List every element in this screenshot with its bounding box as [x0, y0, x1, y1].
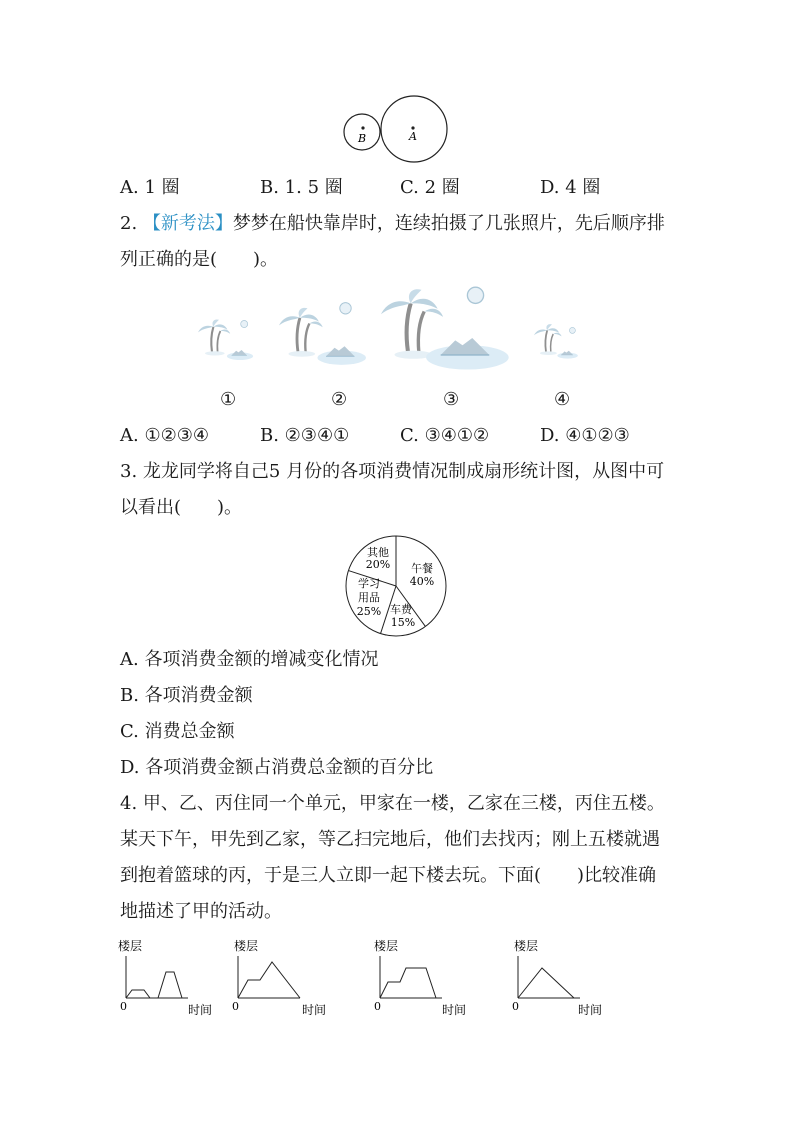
label-b: B: [358, 132, 367, 145]
graph-d-line: [518, 968, 574, 998]
q1-option-d[interactable]: D. 4 圈: [540, 177, 601, 198]
pie-label-study-name2: 用品: [358, 591, 380, 604]
q2-option-a[interactable]: A. ①②③④: [120, 425, 209, 446]
photo-2: [279, 303, 366, 365]
graph-a-line: [126, 972, 182, 998]
q2-photos-figure: [190, 280, 610, 385]
q3-option-b[interactable]: B. 各项消费金额: [120, 685, 253, 706]
pie-label-study-pct: 25%: [356, 605, 382, 618]
q4-line3: 到抱着篮球的丙，于是三人立即一起下楼去玩。下面( )比较准确: [120, 865, 657, 886]
graph-b-xlabel: 时间: [302, 1003, 327, 1017]
photo-3: [381, 287, 509, 369]
graph-b-origin: 0: [232, 1000, 239, 1013]
pie-label-lunch-name: 午餐: [411, 562, 433, 575]
q2-option-d[interactable]: D. ④①②③: [540, 425, 630, 446]
pie-chart: [340, 530, 452, 642]
q2-line2: 列正确的是( )。: [120, 249, 279, 270]
photo-1: [198, 319, 253, 360]
graph-c-xlabel: 时间: [442, 1003, 467, 1017]
graph-a-ylabel: 楼层: [118, 939, 143, 953]
graph-c-origin: 0: [374, 1000, 381, 1013]
photo-label-3: ③: [443, 389, 460, 410]
photo-label-1: ①: [220, 389, 237, 410]
q1-option-b[interactable]: B. 1. 5 圈: [260, 177, 343, 198]
q3-option-c[interactable]: C. 消费总金额: [120, 721, 235, 742]
graph-a: [118, 938, 212, 1017]
q3-line2: 以看出( )。: [120, 497, 243, 518]
pie-label-lunch-pct: 40%: [409, 575, 435, 588]
q4-line1: 4. 甲、乙、丙住同一个单元，甲家在一楼，乙家在三楼，丙住五楼。: [120, 793, 665, 814]
q2-text1: 梦梦在船快靠岸时，连续拍摄了几张照片，先后顺序排: [232, 213, 665, 234]
photo-label-2: ②: [331, 389, 348, 410]
graph-a-origin: 0: [120, 1000, 127, 1013]
q4-graphs-figure: [112, 934, 632, 1024]
photo-label-4: ④: [554, 389, 571, 410]
graph-c-line: [380, 968, 436, 998]
graph-b: [232, 938, 326, 1017]
q2-number: 2.: [120, 213, 138, 234]
graph-d-origin: 0: [512, 1000, 519, 1013]
label-a: A: [409, 130, 417, 143]
q4-line2: 某天下午，甲先到乙家，等乙扫完地后，他们去找丙；刚上五楼就遇: [120, 829, 660, 850]
q2-option-b[interactable]: B. ②③④①: [260, 425, 350, 446]
q3-line1: 3. 龙龙同学将自己5 月份的各项消费情况制成扇形统计图，从图中可: [120, 461, 665, 482]
pie-label-study-name1: 学习: [358, 577, 380, 590]
q1-circles-figure: [340, 90, 460, 170]
q2-tag: 【新考法】: [142, 213, 233, 234]
graph-d: [512, 938, 602, 1017]
q1-option-c[interactable]: C. 2 圈: [400, 177, 460, 198]
graph-b-line: [238, 962, 300, 998]
q3-option-a[interactable]: A. 各项消费金额的增减变化情况: [120, 649, 379, 670]
pie-label-other-name: 其他: [367, 546, 389, 559]
photo-4: [534, 324, 578, 359]
q4-line4: 地描述了甲的活动。: [120, 901, 282, 922]
q3-option-d[interactable]: D. 各项消费金额占消费总金额的百分比: [120, 757, 434, 778]
center-dot-b: [361, 126, 364, 129]
graph-d-xlabel: 时间: [578, 1003, 603, 1017]
graph-d-ylabel: 楼层: [514, 939, 539, 953]
q2-line1: [120, 212, 665, 236]
graph-b-ylabel: 楼层: [234, 939, 259, 953]
pie-label-fare-pct: 15%: [390, 616, 416, 629]
graph-c: [374, 938, 466, 1017]
pie-label-other-pct: 20%: [365, 558, 391, 571]
q1-option-a[interactable]: A. 1 圈: [120, 177, 180, 198]
q2-option-c[interactable]: C. ③④①②: [400, 425, 490, 446]
graph-c-ylabel: 楼层: [374, 939, 399, 953]
graph-a-xlabel: 时间: [188, 1003, 213, 1017]
pie-label-fare-name: 车费: [390, 603, 412, 616]
